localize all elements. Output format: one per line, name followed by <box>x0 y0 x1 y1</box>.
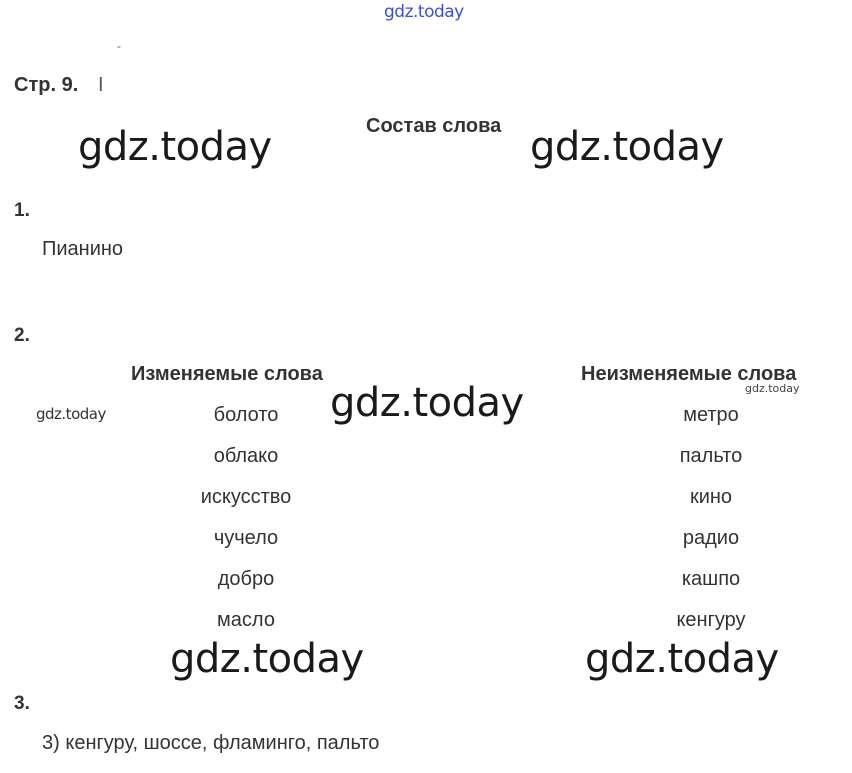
list-item: чучело <box>213 527 279 549</box>
page-mark: I <box>98 74 104 96</box>
watermark: gdz.today <box>78 124 272 170</box>
task-number: 1. <box>14 200 30 221</box>
page-title: Состав слова <box>366 115 502 137</box>
task-answer: 3) кенгуру, шоссе, фламинго, пальто <box>42 732 380 754</box>
column-heading-unchangeable: Неизменяемые слова <box>581 363 797 385</box>
task-number: 2. <box>14 325 30 346</box>
changeable-words-list <box>146 400 346 646</box>
list-item: метро <box>683 404 739 426</box>
list-item: кенгуру <box>676 609 746 631</box>
watermark: gdz.today <box>745 382 800 395</box>
watermark: gdz.today <box>530 124 724 170</box>
list-item: болото <box>213 404 279 426</box>
unchangeable-words-list <box>611 400 811 646</box>
list-item: пальто <box>679 445 743 467</box>
list-item: радио <box>682 527 740 549</box>
watermark: gdz.today <box>585 636 779 682</box>
list-item: кино <box>689 486 733 508</box>
watermark: gdz.today <box>170 636 364 682</box>
task-answer: Пианино <box>42 238 124 260</box>
column-heading-changeable: Изменяемые слова <box>131 363 323 385</box>
watermark: gdz.today <box>330 380 524 426</box>
list-item: масло <box>217 609 275 631</box>
dash-mark: - <box>117 39 121 53</box>
page-label: Стр. 9. <box>14 74 79 96</box>
list-item: облако <box>213 445 279 467</box>
list-item: кашпо <box>681 568 741 590</box>
list-item: искусство <box>200 486 292 508</box>
watermark: gdz.today <box>36 405 106 423</box>
watermark-top: gdz.today <box>384 2 464 22</box>
list-item: добро <box>217 568 275 590</box>
task-number: 3. <box>14 693 30 714</box>
